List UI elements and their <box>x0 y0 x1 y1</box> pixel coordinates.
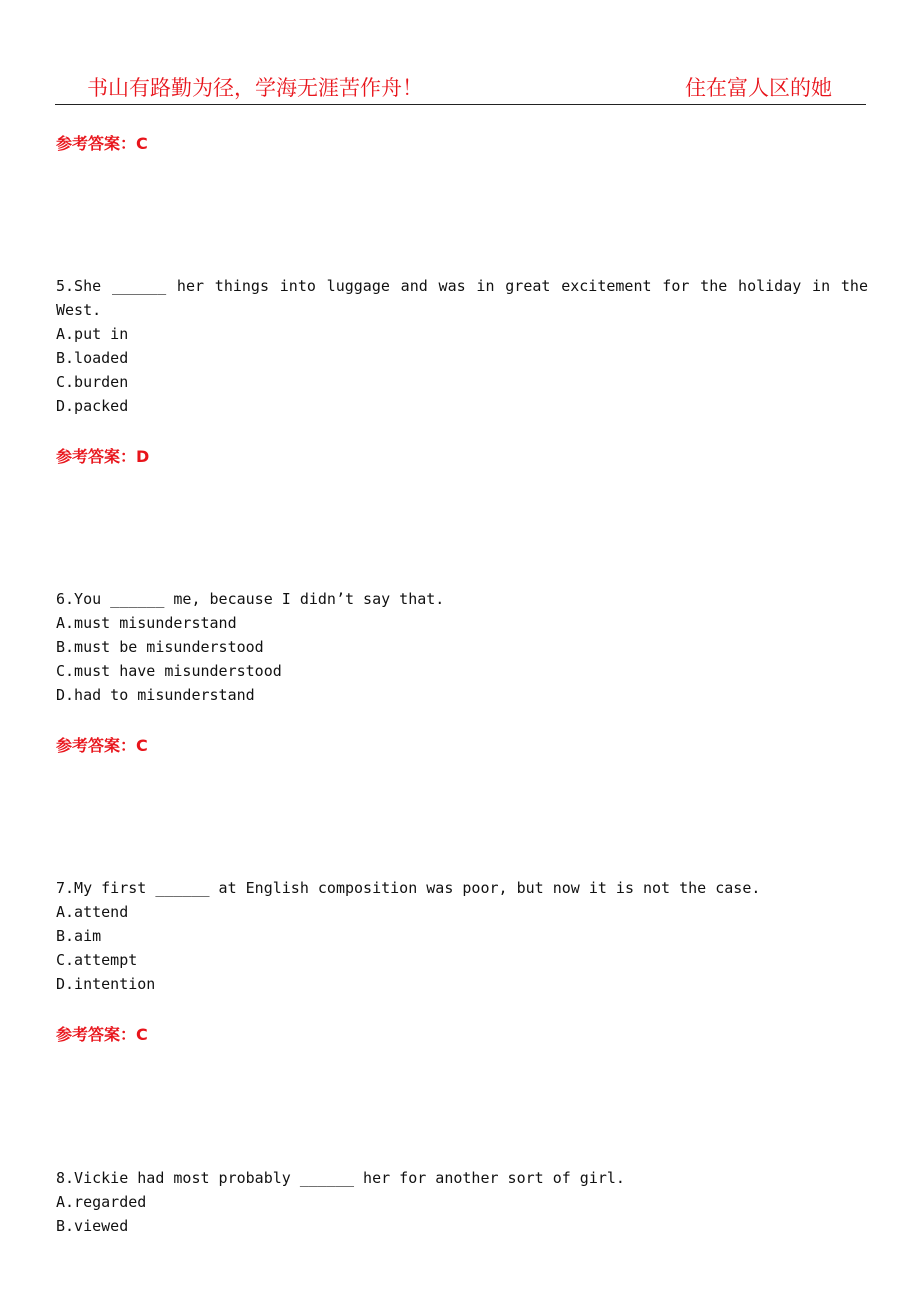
option-c: C.attempt <box>56 951 138 969</box>
option-d: D.had to misunderstand <box>56 686 255 704</box>
question-6 <box>56 587 868 707</box>
answer-key-5: 参考答案：D <box>56 447 150 466</box>
answer-key-4: 参考答案：C <box>56 134 148 153</box>
option-a: A.must misunderstand <box>56 614 237 632</box>
header-tagline: 住在富人区的她 <box>685 76 832 100</box>
answer-key-7: 参考答案：C <box>56 1025 148 1044</box>
option-a: A.attend <box>56 903 129 921</box>
option-b: B.must be misunderstood <box>56 638 264 656</box>
question-stem: 5.She ______ her things into luggage and was in great excitement for the holiday in the West. <box>56 277 868 319</box>
question-8 <box>56 1166 868 1238</box>
option-c: C.burden <box>56 373 129 391</box>
answer-key-6: 参考答案：C <box>56 736 148 755</box>
option-d: D.intention <box>56 975 156 993</box>
question-7 <box>56 876 868 996</box>
option-b: B.viewed <box>56 1217 129 1235</box>
option-a: A.put in <box>56 325 129 343</box>
question-5 <box>56 274 868 418</box>
question-stem: 7.My first ______ at English composition was poor, but now it is not the case. <box>56 879 761 897</box>
page-header <box>55 68 866 105</box>
question-stem: 6.You ______ me, because I didn’t say that. <box>56 590 445 608</box>
option-c: C.must have misunderstood <box>56 662 282 680</box>
option-a: A.regarded <box>56 1193 147 1211</box>
option-d: D.packed <box>56 397 129 415</box>
question-stem: 8.Vickie had most probably ______ her for another sort of girl. <box>56 1169 625 1187</box>
option-b: B.loaded <box>56 349 129 367</box>
header-motto: 书山有路勤为径，学海无涯苦作舟！ <box>87 76 423 100</box>
option-b: B.aim <box>56 927 102 945</box>
